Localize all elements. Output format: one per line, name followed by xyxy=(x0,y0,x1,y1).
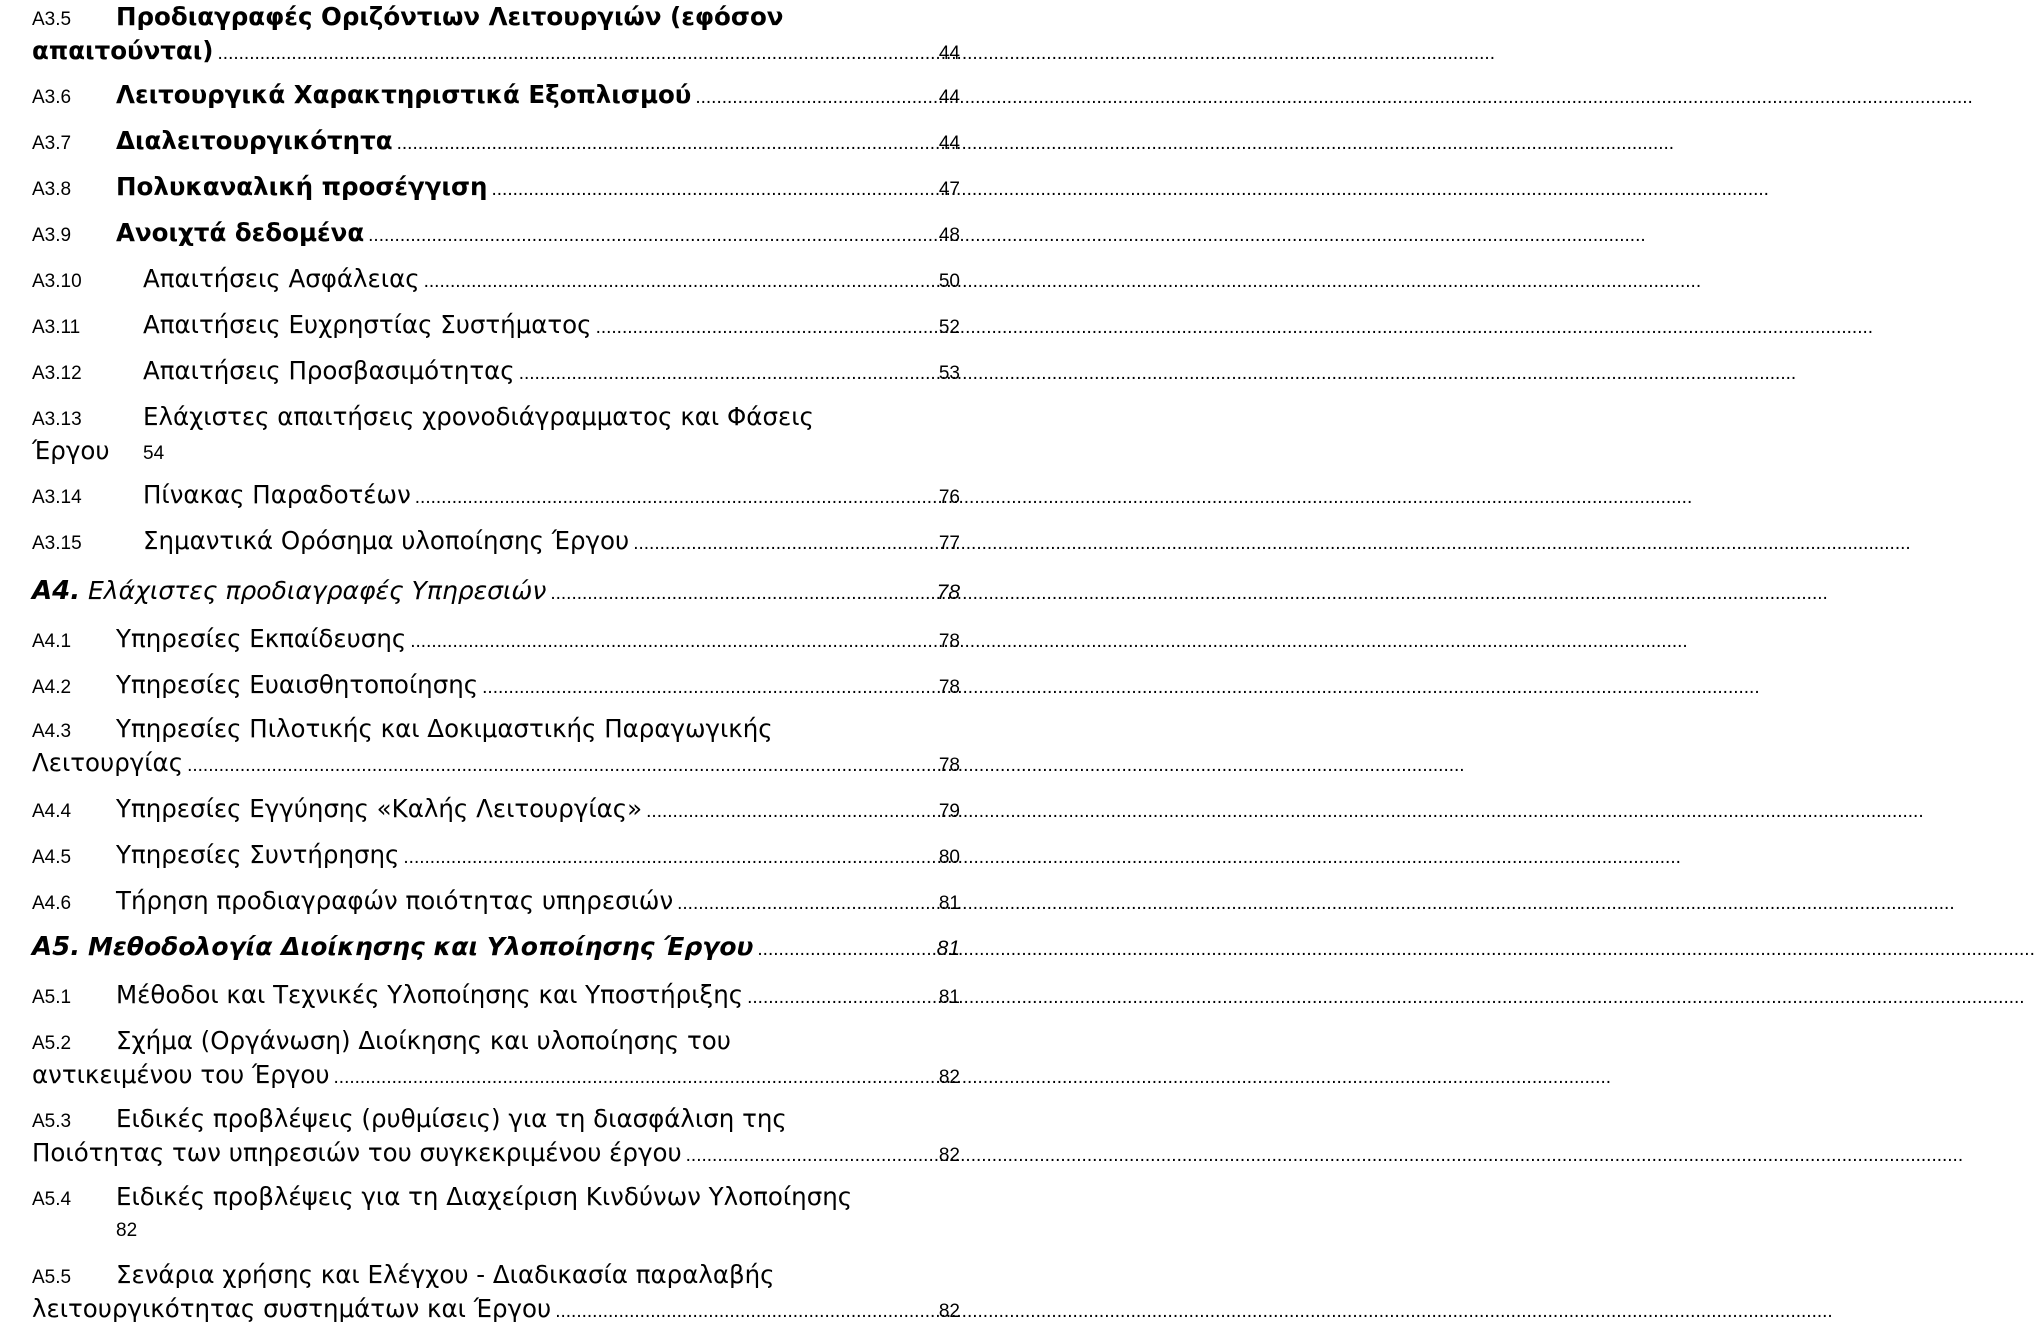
page-number: 82 xyxy=(938,1145,960,1166)
section-title-cont: λειτουργικότητας συστημάτων και Έργου xyxy=(32,1294,552,1323)
page-number: 78 xyxy=(938,631,960,652)
dot-leader xyxy=(482,671,935,705)
page-number: 78 xyxy=(938,677,960,698)
section-title: Πίνακας Παραδοτέων xyxy=(143,480,411,509)
toc-entry-a4[interactable] xyxy=(32,574,960,608)
toc-entry-a5-1[interactable] xyxy=(32,978,960,1012)
dot-leader xyxy=(410,625,935,659)
section-title: Υπηρεσίες Ευαισθητοποίησης xyxy=(116,670,479,699)
section-number: A4.2 xyxy=(32,677,72,698)
section-title: Υπηρεσίες Εγγύησης «Καλής Λειτουργίας» xyxy=(116,794,643,823)
dot-leader xyxy=(424,265,935,299)
dot-leader xyxy=(555,1295,935,1329)
toc-entry-a4-5[interactable] xyxy=(32,838,960,872)
toc-entry-a3-5[interactable] xyxy=(32,0,960,68)
section-number: A5. xyxy=(32,932,81,962)
page-number: 79 xyxy=(938,801,960,822)
section-number: A4.1 xyxy=(32,631,72,652)
section-number: A3.14 xyxy=(32,487,82,508)
section-title-cont: Λειτουργίας xyxy=(32,748,184,777)
page-number: 80 xyxy=(938,847,960,868)
section-title: Απαιτήσεις Προσβασιμότητας xyxy=(143,356,515,385)
dot-leader xyxy=(334,1061,935,1095)
page-number: 77 xyxy=(938,533,960,554)
section-title: Ειδικές προβλέψεις για τη Διαχείριση Κινδύνων Υλοποίησης xyxy=(116,1182,853,1211)
page-number: 78 xyxy=(938,755,960,776)
page-number: 81 xyxy=(936,937,960,960)
page-number: 78 xyxy=(936,581,960,604)
toc-entry-a3-10[interactable] xyxy=(32,262,960,296)
toc-entry-a3-12[interactable] xyxy=(32,354,960,388)
section-title: Απαιτήσεις Ασφάλειας xyxy=(143,264,420,293)
section-number: A5.3 xyxy=(32,1111,72,1132)
section-title: Πολυκαναλική προσέγγιση xyxy=(116,172,488,201)
dot-leader xyxy=(218,37,935,71)
section-number: A4.3 xyxy=(32,721,72,742)
dot-leader xyxy=(519,357,935,391)
dot-leader xyxy=(677,887,935,921)
page-number: 44 xyxy=(938,43,960,64)
toc-entry-a5-2[interactable] xyxy=(32,1024,960,1092)
section-number: A4.4 xyxy=(32,801,72,822)
page-number: 52 xyxy=(938,317,960,338)
toc-entry-a4-6[interactable] xyxy=(32,884,960,918)
section-title: Υπηρεσίες Πιλοτικής και Δοκιμαστικής Παραγωγικής xyxy=(116,714,773,743)
section-title: Ελάχιστες απαιτήσεις χρονοδιάγραμματος και Φάσεις xyxy=(143,402,814,431)
toc-entry-a3-8[interactable] xyxy=(32,170,960,204)
section-title: Απαιτήσεις Ευχρηστίας Συστήματος xyxy=(143,310,592,339)
section-title: Υπηρεσίες Συντήρησης xyxy=(116,840,400,869)
toc-entry-a5-3[interactable] xyxy=(32,1102,960,1170)
toc-page xyxy=(0,0,960,1323)
page-number: 44 xyxy=(938,87,960,108)
section-title: Ανοιχτά δεδομένα xyxy=(116,218,365,247)
dot-leader xyxy=(596,311,935,345)
section-title: Μέθοδοι και Τεχνικές Υλοποίησης και Υποστήριξης xyxy=(116,980,744,1009)
section-number: A4.5 xyxy=(32,847,72,868)
section-title: Τήρηση προδιαγραφών ποιότητας υπηρεσιών xyxy=(116,886,674,915)
toc-entry-a3-6[interactable] xyxy=(32,78,960,112)
dot-leader xyxy=(415,481,935,515)
dot-leader xyxy=(187,749,935,783)
toc-entry-a4-4[interactable] xyxy=(32,792,960,826)
page-number: 47 xyxy=(938,179,960,200)
section-number: A3.9 xyxy=(32,225,72,246)
page-number: 81 xyxy=(938,987,960,1008)
dot-leader xyxy=(368,219,935,253)
section-number: A5.1 xyxy=(32,987,72,1008)
section-title: Σενάρια χρήσης και Ελέγχου - Διαδικασία παραλαβής xyxy=(116,1260,775,1289)
dot-leader xyxy=(550,577,932,611)
section-title: Διαλειτουργικότητα xyxy=(116,126,393,155)
section-number: A3.7 xyxy=(32,133,72,154)
page-number: 53 xyxy=(938,363,960,384)
dot-leader xyxy=(403,841,934,875)
toc-entry-a4-3[interactable] xyxy=(32,712,960,780)
page-number: 76 xyxy=(938,487,960,508)
section-number: A5.2 xyxy=(32,1033,72,1054)
toc-entry-a3-14[interactable] xyxy=(32,478,960,512)
section-title: Ελάχιστες προδιαγραφές Υπηρεσιών xyxy=(88,576,547,605)
section-number: A3.5 xyxy=(32,9,72,30)
section-title: Ειδικές προβλέψεις (ρυθμίσεις) για τη διασφάλιση της xyxy=(116,1104,787,1133)
toc-entry-a4-1[interactable] xyxy=(32,622,960,656)
page-number: 82 xyxy=(938,1067,960,1088)
toc-entry-a3-15[interactable] xyxy=(32,524,960,558)
dot-leader xyxy=(695,81,935,115)
toc-entry-a5-5[interactable] xyxy=(32,1258,960,1326)
dot-leader xyxy=(686,1139,935,1173)
page-number: 82 xyxy=(938,1301,960,1322)
section-title: Προδιαγραφές Οριζόντιων Λειτουργιών (εφόσον xyxy=(116,2,784,31)
section-number: A3.12 xyxy=(32,363,82,384)
section-number: A4. xyxy=(32,576,81,606)
toc-entry-a4-2[interactable] xyxy=(32,668,960,702)
page-number: 82 xyxy=(116,1220,138,1241)
dot-leader xyxy=(747,981,935,1015)
section-number: A3.11 xyxy=(32,317,81,338)
toc-entry-a3-11[interactable] xyxy=(32,308,960,342)
section-title: Λειτουργικά Χαρακτηριστικά Εξοπλισμού xyxy=(116,80,692,109)
section-title-cont: Έργου xyxy=(32,436,110,465)
section-number: A5.5 xyxy=(32,1267,72,1288)
section-title-cont: αντικειμένου του Έργου xyxy=(32,1060,330,1089)
section-title: Μεθοδολογία Διοίκησης και Υλοποίησης Έργου xyxy=(88,932,754,961)
page-number: 44 xyxy=(938,133,960,154)
page-number: 81 xyxy=(938,893,960,914)
section-number: A3.8 xyxy=(32,179,72,200)
section-number: A3.10 xyxy=(32,271,82,292)
dot-leader xyxy=(757,933,932,967)
section-title: Υπηρεσίες Εκπαίδευσης xyxy=(116,624,407,653)
dot-leader xyxy=(633,527,935,561)
section-title-cont: απαιτούνται) xyxy=(32,36,214,65)
toc-entry-a3-7[interactable] xyxy=(32,124,960,158)
section-title: Σχήμα (Οργάνωση) Διοίκησης και υλοποίησης του xyxy=(116,1026,731,1055)
section-number: A3.13 xyxy=(32,409,82,430)
dot-leader xyxy=(491,173,934,207)
section-number: A5.4 xyxy=(32,1189,72,1210)
page-number: 48 xyxy=(938,225,960,246)
section-title-cont: Ποιότητας των υπηρεσιών του συγκεκριμένου έργου xyxy=(32,1138,682,1167)
dot-leader xyxy=(397,127,935,161)
dot-leader xyxy=(646,795,935,829)
toc-entry-a3-13[interactable] xyxy=(32,400,960,468)
page-number: 54 xyxy=(143,443,165,464)
toc-entry-a5[interactable] xyxy=(32,930,960,964)
section-number: A3.6 xyxy=(32,87,72,108)
toc-entry-a5-4[interactable] xyxy=(32,1180,960,1248)
section-number: A3.15 xyxy=(32,533,82,554)
section-number: A4.6 xyxy=(32,893,72,914)
toc-entry-a3-9[interactable] xyxy=(32,216,960,250)
section-title: Σημαντικά Ορόσημα υλοποίησης Έργου xyxy=(143,526,630,555)
page-number: 50 xyxy=(938,271,960,292)
